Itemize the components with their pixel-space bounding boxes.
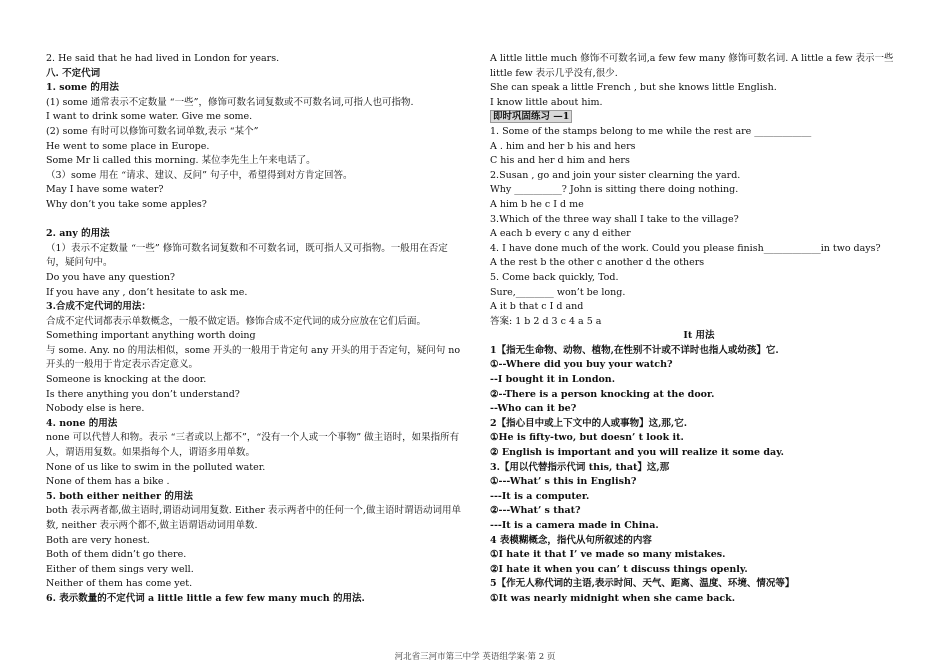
right-text-line: ---It is a computer. [490,490,590,502]
left-text-line: Something important anything worth doing [46,330,256,342]
right-column [490,52,908,607]
left-text-line: Neither of them has come yet. [46,578,193,590]
left-text-line [46,213,466,228]
left-text-line: Both of them didn’t go there. [46,549,187,561]
left-text-line: If you have any , don’t hesitate to ask me. [46,286,248,298]
left-text-line: He went to some place in Europe. [46,140,210,152]
left-text-line: (2) some 有时可以修饰可数名词单数,表示 “某个” [46,125,259,137]
left-column [46,52,466,607]
right-text-line: ①---What’ s this in English? [490,476,637,488]
right-text-line: ①--Where did you buy your watch? [490,359,673,371]
right-text-line: A . him and her b his and hers [490,140,636,152]
right-text-line: ② English is important and you will realize it some day. [490,447,784,459]
right-text-line: 1. Some of the stamps belong to me while the rest are ____________ [490,125,812,137]
left-text-line: Someone is knocking at the door. [46,374,207,386]
right-text-line: ①He is fifty-two, but doesn’ t look it. [490,432,684,444]
right-text-line: A each b every c any d either [490,228,631,240]
right-text-line: ②---What’ s that? [490,505,581,517]
left-text-line: 与 some. Any. no 的用法相似，some 开头的一般用于肯定句 any 开头的用于否定句，疑问句 no 开头的一般用于肯定表示否定意义。 [46,344,461,371]
right-text-line: C his and her d him and hers [490,155,630,167]
right-text-line: ①I hate it that I’ ve made so many mistakes. [490,549,726,561]
right-text-line: A the rest b the other c another d the others [490,257,705,269]
left-text-line: （3）some 用在 “请求、建议、反问” 句子中，希望得到对方肯定回答。 [46,169,353,181]
left-text-line: 2. any 的用法 [46,228,110,240]
right-text-line: 4 表模糊概念，指代从句所叙述的内容 [490,534,652,546]
left-text-line: 3.合成不定代词的用法： [46,301,151,313]
right-text-line: She can speak a little French , but she knows little English. [490,82,777,94]
right-text-line: 3.【用以代替指示代词 this, that】这,那 [490,461,670,473]
right-text-line: --Who can it be? [490,403,577,415]
left-text-line: 4. none 的用法 [46,417,118,429]
left-text-line: I want to drink some water. Give me some. [46,111,253,123]
left-text-line: 2. He said that he had lived in London for years. [46,53,280,64]
right-text-line: 5【作无人称代词的主语,表示时间、天气、距离、温度、环境、情况等】 [490,578,795,590]
left-text-line: 1. some 的用法 [46,82,119,94]
left-text-line: Why don’t you take some apples? [46,198,207,210]
right-text-line: A him b he c I d me [490,198,584,210]
left-text-line: None of us like to swim in the polluted water. [46,461,266,473]
right-text-line: 2.Susan , go and join your sister clearning the yard. [490,169,741,181]
right-text-line: A little little much 修饰不可数名词,a few few many 修饰可数名词. A little a few 表示一些 little few 表示几乎没有,很少. [490,53,894,79]
right-text-line: 1【指无生命物、动物、植物,在性别不计或不详时也指人或幼孩】它. [490,344,779,356]
left-text-line: (1) some 通常表示不定数量 “一些”，修饰可数名词复数或不可数名词,可指人也可指物. [46,96,414,108]
right-text-line: It 用法 [683,330,715,342]
left-text-line: Nobody else is here. [46,403,145,415]
right-text-line: Why __________? John is sitting there doing nothing. [490,184,739,196]
left-text-line: both 表示两者都,做主语时,谓语动词用复数. Either 表示两者中的任何一个,做主语时谓语动词用单数, neither 表示两个都不,做主语谓语动词用单数. [46,505,461,531]
right-text-line: 4. I have done much of the work. Could you please finish____________in two days? [490,242,881,254]
left-text-line: Some Mr li called this morning. 某位李先生上午来电话了。 [46,155,316,167]
right-text-line: I know little about him. [490,96,603,108]
right-text-line: ②I hate it when you can’ t discuss things openly. [490,563,748,575]
right-text-line: 答案: 1 b 2 d 3 c 4 a 5 a [490,315,602,327]
right-text-line: 5. Come back quickly, Tod. [490,271,619,283]
page-footer: 河北省三河市第三中学 英语组学案·第 2 页 [394,652,556,662]
left-text-line: 合成不定代词都表示单数概念，一般不做定语。修饰合成不定代词的成分应放在它们后面。 [46,315,427,327]
left-text-line: Both are very honest. [46,534,150,546]
exercise-heading: 即时巩固练习 —1 [490,110,572,123]
right-text-line: Sure,________ won’t be long. [490,286,626,298]
left-text-line: Is there anything you don’t understand? [46,388,240,400]
left-text-line: （1）表示不定数量 “一些” 修饰可数名词复数和不可数名词，既可指人又可指物。一般用在否定句，疑问句中。 [46,242,448,269]
left-text-line: 5. both either neither 的用法 [46,490,193,502]
right-text-line: --I bought it in London. [490,374,616,386]
right-text-line: A it b that c I d and [490,301,584,313]
right-text-line: ---It is a camera made in China. [490,520,659,531]
left-text-line: May I have some water? [46,184,164,196]
left-text-line: none 可以代替人和物。表示 “三者或以上都不”，“没有一个人或一个事物” 做主语时，如果指所有人，谓语用复数。如果指每个人，谓语多用单数。 [46,432,460,459]
left-text-line: 八. 不定代词 [46,67,101,79]
right-text-line [490,110,908,125]
right-text-line: 3.Which of the three way shall I take to the village? [490,213,739,225]
left-text-line: Do you have any question? [46,271,176,283]
right-text-line: ②--There is a person knocking at the door. [490,388,715,400]
right-text-line: 2【指心目中或上下文中的人或事物】这,那,它. [490,417,688,429]
right-text-line: ①It was nearly midnight when she came back. [490,592,736,604]
left-text-line: Either of them sings very well. [46,563,194,575]
left-text-line: 6. 表示数量的不定代词 a little little a few few many much 的用法. [46,592,365,604]
left-text-line: None of them has a bike . [46,476,170,488]
